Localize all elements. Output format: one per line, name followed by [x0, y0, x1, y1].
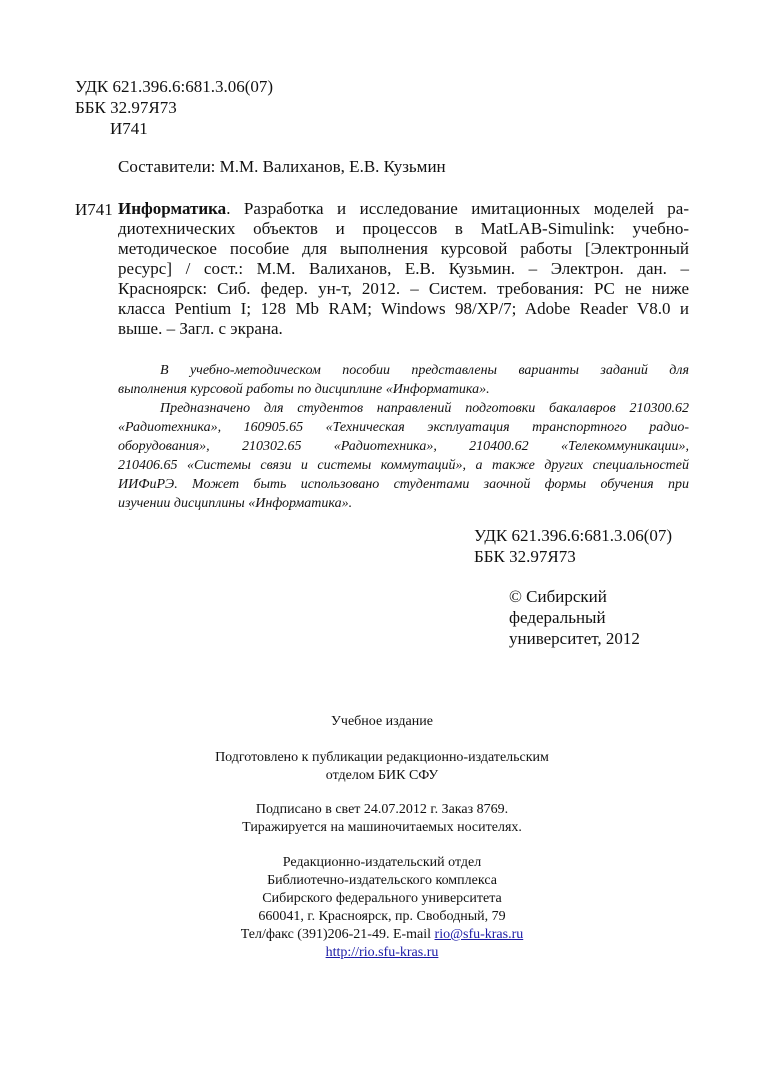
annotation-line: выполнения курсовой работы по дисциплине «Информатика».: [118, 382, 490, 397]
description-line: ресурс] / сост.: М.М. Валиханов, Е.В. Кузьмин. – Электрон. дан. –: [118, 259, 689, 278]
annotation-line: «Радиотехника», 160905.65 «Техническая эксплуатация транспортного радио-: [118, 420, 689, 435]
signed-note: Подписано в свет 24.07.2012 г. Заказ 8769. Тиражируется на машиночитаемых носителях.: [242, 802, 522, 835]
footer-bbk-code: ББК 32.97Я73: [474, 547, 576, 566]
udk-code: УДК 621.396.6:681.3.06(07): [75, 77, 274, 96]
description-line: диотехнических объектов и процессов в MatLAB-Simulink: учебно-: [118, 219, 689, 238]
annotation-line: изучении дисциплины «Информатика».: [118, 496, 353, 511]
footer-udk-code: УДК 621.396.6:681.3.06(07): [474, 526, 673, 545]
annotation: [118, 361, 689, 513]
copyright-line: университет, 2012: [509, 629, 640, 648]
annotation-line: ИИФиРЭ. Может быть использовано студентами заочной формы обучения при: [118, 477, 689, 492]
website-link[interactable]: http://rio.sfu-kras.ru: [325, 945, 439, 960]
description-line: Красноярск: Сиб. федер. ун-т, 2012. – Систем. требования: PC не ниже: [118, 279, 689, 298]
email-link[interactable]: rio@sfu-kras.ru: [434, 927, 524, 942]
annotation-line: оборудования», 210302.65 «Радиотехника», 210400.62 «Телекоммуникации»,: [118, 439, 689, 454]
publisher-block: [0, 854, 764, 962]
annotation-line: В учебно-методическом пособии представлены варианты заданий для: [160, 363, 689, 378]
bbk-code: ББК 32.97Я73: [75, 98, 177, 117]
entry-code: И741: [75, 200, 113, 219]
description-line: методическое пособие для выполнения курсовой работы [Электронный: [118, 239, 689, 258]
annotation-line: Предназначено для студентов направлений подготовки бакалавров 210300.62: [160, 401, 689, 416]
bibliographic-description: [118, 199, 689, 339]
copyright-line: © Сибирский: [509, 587, 607, 606]
publisher-line: Библиотечно-издательского комплекса: [267, 873, 497, 888]
publisher-line: Сибирского федерального университета: [262, 891, 502, 906]
description-line: Информатика. Разработка и исследование имитационных моделей ра-: [118, 199, 689, 218]
publisher-address: 660041, г. Красноярск, пр. Свободный, 79: [258, 909, 506, 924]
description-line: выше. – Загл. с экрана.: [118, 319, 283, 338]
description-line: класса Pentium I; 128 Mb RAM; Windows 98/XP/7; Adobe Reader V8.0 и: [118, 299, 689, 318]
annotation-line: 210406.65 «Системы связи и системы коммутаций», а также других специальностей: [118, 458, 689, 473]
publisher-line: Редакционно-издательский отдел: [282, 855, 482, 870]
compilers-line: Составители: М.М. Валиханов, Е.В. Кузьмин: [118, 157, 446, 176]
copyright-block: [509, 586, 640, 649]
copyright-line: федеральный: [509, 608, 606, 627]
entry-title: Информатика: [118, 199, 227, 218]
contact-line: Тел/факс (391)206-21-49. E-mail rio@sfu-kras.ru: [240, 927, 524, 942]
prepared-note: Подготовлено к публикации редакционно-издательским отделом БИК СФУ: [215, 750, 549, 783]
edition-type: Учебное издание: [331, 714, 433, 729]
author-mark: И741: [110, 119, 148, 138]
